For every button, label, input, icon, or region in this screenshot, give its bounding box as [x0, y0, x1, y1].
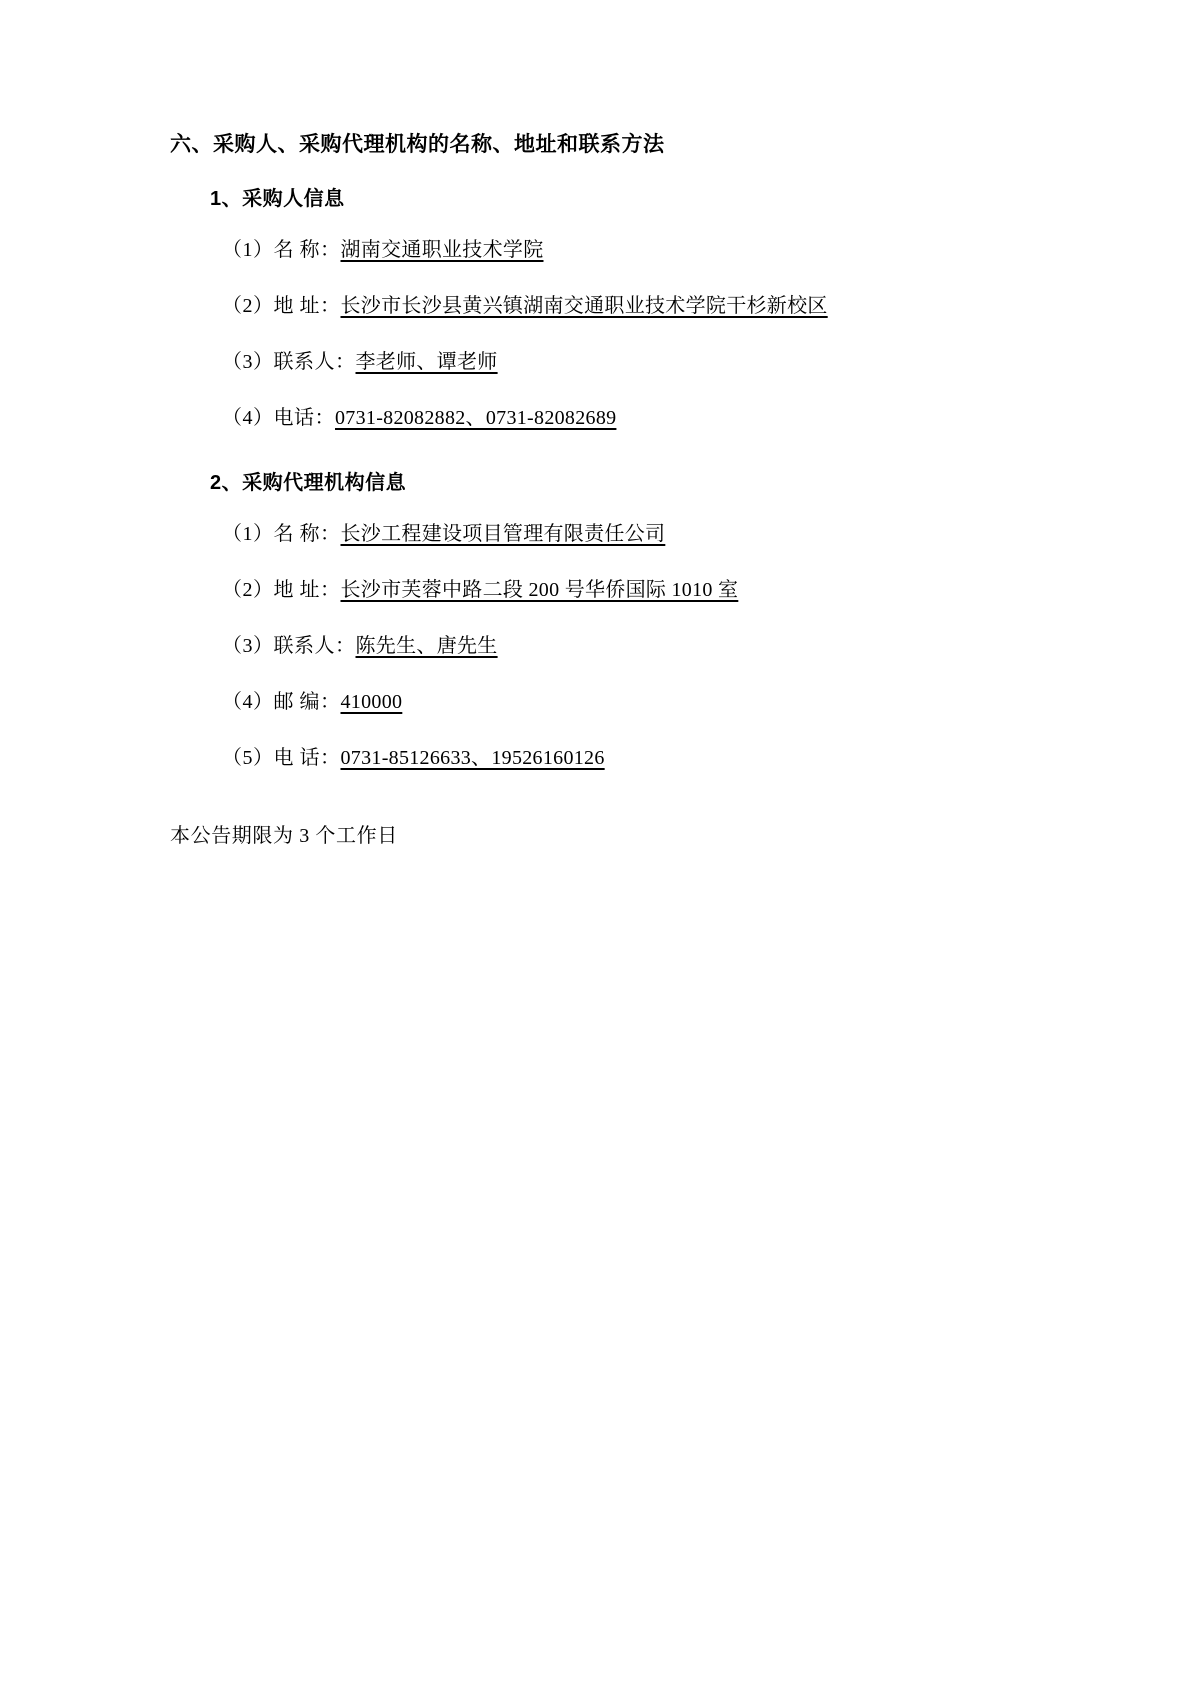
field-label: （3）联系人： [222, 351, 356, 374]
field-label: （4）电话： [222, 407, 335, 430]
field-label: （3）联系人： [222, 635, 356, 658]
field-value: 0731-82082882、0731-82082689 [335, 407, 617, 430]
field-label: （5）电 话： [222, 747, 341, 770]
field-label: （2）地 址： [222, 295, 341, 318]
field-label: （4）邮 编： [222, 691, 341, 714]
field-row [170, 743, 1021, 773]
field-row [170, 631, 1021, 661]
field-row [170, 403, 1021, 433]
field-value: 410000 [340, 691, 403, 714]
field-row [170, 291, 1021, 321]
field-value: 0731-85126633、19526160126 [340, 747, 605, 770]
field-row [170, 687, 1021, 717]
field-value: 湖南交通职业技术学院 [340, 239, 544, 262]
field-value: 陈先生、唐先生 [355, 635, 498, 658]
subsection-heading-purchaser: 1、采购人信息 [210, 188, 345, 211]
field-label: （1）名 称： [222, 239, 341, 262]
subsection-heading-agency: 2、采购代理机构信息 [210, 472, 407, 495]
field-row [170, 347, 1021, 377]
page-title: 六、采购人、采购代理机构的名称、地址和联系方法 [170, 133, 665, 156]
field-row [170, 575, 1021, 605]
field-label: （1）名 称： [222, 523, 341, 546]
announcement-period-note: 本公告期限为 3 个工作日 [170, 825, 398, 848]
field-value: 长沙工程建设项目管理有限责任公司 [340, 523, 666, 546]
field-row [170, 519, 1021, 549]
field-value: 李老师、谭老师 [355, 351, 498, 374]
field-label: （2）地 址： [222, 579, 341, 602]
field-value: 长沙市长沙县黄兴镇湖南交通职业技术学院干杉新校区 [340, 295, 828, 318]
field-row [170, 235, 1021, 265]
field-value: 长沙市芙蓉中路二段 200 号华侨国际 1010 室 [340, 579, 739, 602]
